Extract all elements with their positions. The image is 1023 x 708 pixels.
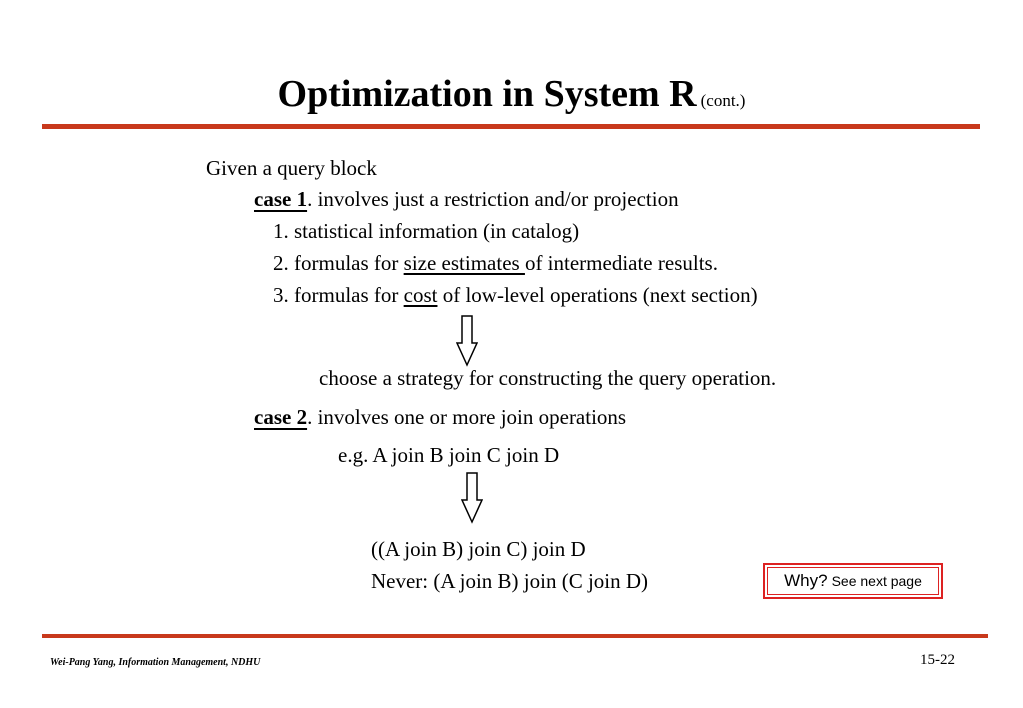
case1-line [254, 187, 679, 211]
case2-label: case 2 [254, 405, 308, 429]
down-arrow-icon-2 [461, 472, 483, 524]
item2-post: of intermediate results. [524, 251, 718, 275]
intro-line: Given a query block [206, 156, 377, 180]
case1-item-2 [273, 251, 718, 275]
why-note-box [763, 563, 943, 599]
top-rule [42, 124, 980, 129]
case1-item-3 [273, 283, 758, 307]
footer-author: Wei-Pang Yang, Information Management, NDHU [50, 657, 261, 668]
case2-example: e.g. A join B join C join D [338, 443, 560, 467]
why-label: Why? [784, 571, 828, 590]
page-title [0, 72, 1023, 116]
item2-pre: 2. formulas for [273, 251, 404, 275]
item3-post: of low-level operations (next section) [437, 283, 758, 307]
item2-underlined: size estimates [403, 251, 525, 275]
case1-result: choose a strategy for constructing the query operation. [319, 366, 777, 390]
case1-text: . involves just a restriction and/or projection [307, 187, 679, 211]
page-number: 15-22 [920, 652, 955, 668]
case2-text: . involves one or more join operations [307, 405, 627, 429]
title-sub: (cont.) [700, 91, 746, 110]
case2-line [254, 405, 626, 429]
item3-underlined: cost [403, 283, 438, 307]
down-arrow-icon [456, 315, 478, 367]
case1-item-1: 1. statistical information (in catalog) [273, 219, 580, 243]
case2-result-1: ((A join B) join C) join D [371, 537, 586, 561]
title-main: Optimization in System R [277, 73, 697, 115]
case2-result-2: Never: (A join B) join (C join D) [371, 569, 649, 593]
case1-label: case 1 [254, 187, 308, 211]
why-note [765, 565, 941, 597]
see-next-page: See next page [831, 573, 922, 589]
bottom-rule [42, 634, 988, 638]
item3-pre: 3. formulas for [273, 283, 404, 307]
